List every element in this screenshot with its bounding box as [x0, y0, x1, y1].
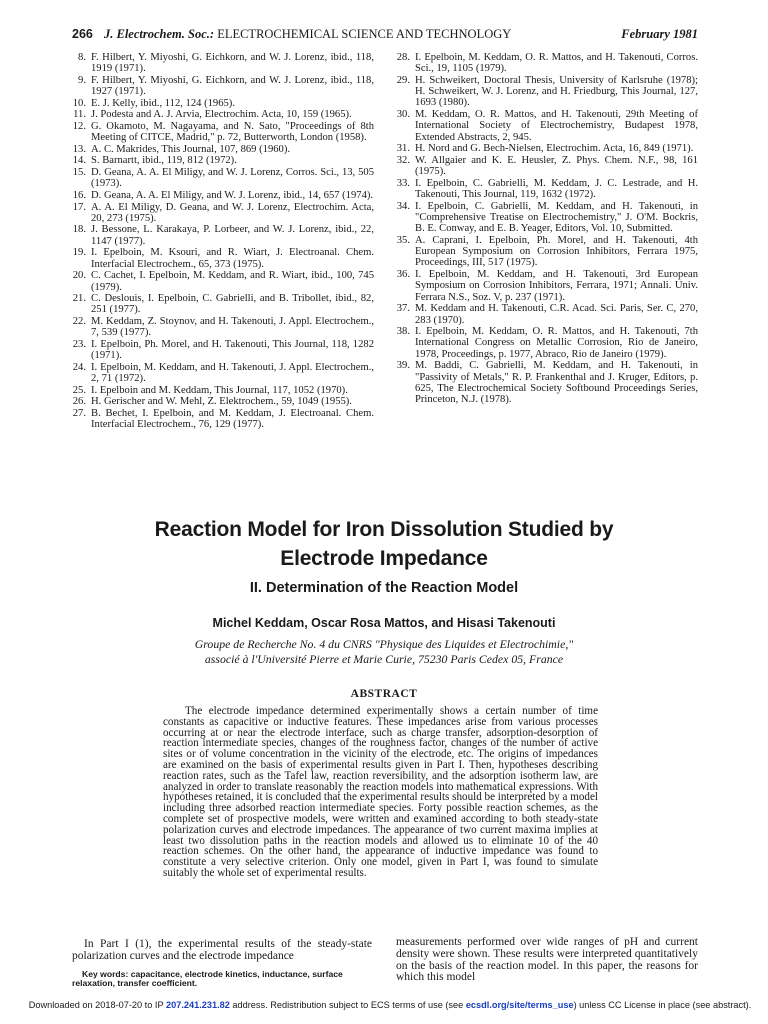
journal-section: ELECTROCHEMICAL SCIENCE AND TECHNOLOGY — [217, 27, 512, 41]
reference-text: H. Schweikert, Doctoral Thesis, University of Karlsruhe (1978); H. Schweikert, W. J. Lorenz, and H. Friedburg, This Journal, 127, 1693 (1980). — [415, 74, 698, 109]
reference-item — [390, 52, 698, 75]
running-head — [104, 27, 511, 42]
reference-text: H. Gerischer and W. Mehl, Z. Elektrochem., 59, 1049 (1955). — [91, 396, 352, 408]
download-footer — [20, 1000, 760, 1010]
reference-item — [390, 178, 698, 201]
reference-number: 31. — [396, 143, 410, 155]
article-title-line2: Electrode Impedance — [280, 547, 488, 570]
reference-number: 20. — [72, 270, 86, 282]
reference-text: M. Keddam, Z. Stoynov, and H. Takenouti, J. Appl. Electrochem., 7, 539 (1977). — [91, 315, 374, 339]
reference-text: I. Epelboin, C. Gabrielli, M. Keddam, and H. Takenouti, in "Comprehensive Treatise on Electrochemistry," J. O'M. Bockris, B. E. Conway, and E. B. Yeager, Editors, Vol. 10, Submitted. — [415, 200, 698, 235]
reference-number: 35. — [396, 234, 410, 246]
reference-number: 19. — [72, 247, 86, 259]
reference-number: 27. — [72, 407, 86, 419]
reference-item — [390, 143, 698, 154]
article-title-line1: Reaction Model for Iron Dissolution Studied by — [154, 518, 614, 541]
body-text-right: measurements performed over wide ranges of pH and current density were shown. These results were interpreted quantitatively on the basis of the reaction model. In this paper, the reasons for which this model — [396, 936, 698, 984]
reference-number: 30. — [396, 109, 410, 121]
reference-text: A. C. Makrides, This Journal, 107, 869 (1960). — [91, 143, 291, 155]
abstract-text: The electrode impedance determined experimentally shows a certain number of time constants as capacitive or inductive features. These impedances arise from various processes occurring at or near the electrode interface, such as charge transfer, adsorption-desorption of reaction intermediate species, changes of the roughness factor, changes of the number of active sites or of volume concentration in the vicinity of the electrode, etc. The origins of impedances are examined on the basis of experimental results given in Part I. Then, hypotheses describing reaction rates, such as the Tafel law, reaction reversibility, and the adsorption isotherm law, are analyzed in order to translate reasonably the reaction models into mathematical expressions. With hypotheses retained, it is concluded that the experimental results should be interpreted by a model including three adsorbed reaction intermediate species. Forty possible reaction schemes, as the complete set of prospective models, were written and examined according to both steady-state polarization curves and electrode impedances. The appearance of two current maxima implies at least two dissolution paths in the reaction models and allowed us to eliminate 10 of the 40 reaction schemes. On the other hand, the appearance of inductive impedance was found to constitute a very selective criterion. Only one model, given in Part I, was found to simulate suitably the whole set of experimental results. — [163, 705, 598, 879]
reference-number: 34. — [396, 200, 410, 212]
reference-text: F. Hilbert, Y. Miyoshi, G. Eichkorn, and W. J. Lorenz, ibid., 118, 1919 (1971). — [91, 52, 374, 75]
reference-text: M. Keddam, O. R. Mattos, and H. Takenouti, 29th Meeting of International Society of Electrochemistry, Budapest 1978, Extended Abstracts, 2, 945. — [415, 109, 698, 143]
reference-text: I. Epelboin, C. Gabrielli, M. Keddam, J. C. Lestrade, and H. Takenouti, This Journal, 119, 1632 (1972). — [415, 177, 698, 201]
article-subtitle: II. Determination of the Reaction Model — [249, 580, 519, 596]
reference-number: 37. — [396, 303, 410, 315]
reference-text: D. Geana, A. A. El Miligy, and W. J. Lorenz, Corros. Sci., 13, 505 (1973). — [91, 167, 374, 190]
reference-text: I. Epelboin, Ph. Morel, and H. Takenouti, This Journal, 118, 1282 (1971). — [91, 338, 374, 362]
reference-text: M. Baddi, C. Gabrielli, M. Keddam, and H. Takenouti, in "Passivity of Metals," R. P. Frankenthal and J. Kruger, Editors, p. 625, The Electrochemical Society Softbound Proceedings Series, Princeton, N.J. (1978). — [415, 360, 698, 406]
reference-item — [390, 155, 698, 178]
reference-number: 22. — [72, 315, 86, 327]
reference-text: E. J. Kelly, ibid., 112, 124 (1965). — [91, 97, 235, 109]
reference-text: F. Hilbert, Y. Miyoshi, G. Eichkorn, and W. J. Lorenz, ibid., 118, 1927 (1971). — [91, 74, 374, 98]
reference-text: I. Epelboin, M. Ksouri, and R. Wiart, J. Electroanal. Chem. Interfacial Electrochem., 65, 373 (1975). — [91, 247, 374, 270]
reference-number: 16. — [72, 189, 86, 201]
reference-text: I. Epelboin, M. Keddam, O. R. Mattos, and H. Takenouti, Corros. Sci., 19, 1105 (1979). — [415, 52, 698, 75]
reference-text: W. Allgaier and K. E. Heusler, Z. Phys. Chem. N.F., 98, 161 (1975). — [415, 154, 698, 178]
reference-item — [66, 293, 374, 316]
references-right-column — [390, 52, 698, 406]
page-number: 266 — [72, 27, 93, 41]
reference-item — [66, 396, 374, 407]
reference-number: 38. — [396, 326, 410, 338]
reference-item — [390, 235, 698, 269]
affiliation-line1: Groupe de Recherche No. 4 du CNRS "Physique des Liquides et Electrochimie," — [194, 637, 574, 651]
reference-text: I. Epelboin, M. Keddam, and H. Takenouti, J. Appl. Electrochem., 2, 71 (1972). — [91, 361, 374, 385]
reference-item — [66, 121, 374, 144]
reference-text: C. Deslouis, I. Epelboin, C. Gabrielli, and B. Tribollet, ibid., 82, 251 (1977). — [91, 293, 374, 316]
issue-date: February 1981 — [621, 27, 698, 41]
reference-item — [66, 144, 374, 155]
reference-item — [390, 75, 698, 109]
reference-item — [66, 167, 374, 190]
reference-text: I. Epelboin, M. Keddam, O. R. Mattos, and H. Takenouti, 7th International Congress on Metallic Corrosion, Rio de Janeiro, 1978, Proceedings, p. 1977, Abraco, Rio de Janeiro (1979). — [415, 326, 698, 360]
page-header — [72, 27, 698, 43]
footer-prefix: Downloaded on 2018-07-20 to IP — [28, 1000, 164, 1010]
keywords: Key words: capacitance, electrode kinetics, inductance, surface relaxation, transfer coefficient. — [72, 969, 343, 989]
reference-text: A. A. El Miligy, D. Geana, and W. J. Lorenz, Electrochim. Acta, 20, 273 (1975). — [91, 201, 374, 224]
reference-number: 14. — [72, 155, 86, 167]
reference-text: J. Bessone, L. Karakaya, P. Lorbeer, and W. J. Lorenz, ibid., 22, 1147 (1977). — [91, 224, 374, 247]
reference-text: G. Okamoto, M. Nagayama, and N. Sato, "Proceedings of 8th Meeting of CITCE, Madrid," p. 72, Butterworth, London (1958). — [91, 120, 374, 144]
reference-number: 18. — [72, 224, 86, 236]
reference-number: 21. — [72, 293, 86, 305]
journal-abbrev: J. Electrochem. Soc.: — [104, 27, 215, 41]
reference-number: 23. — [72, 338, 86, 350]
reference-number: 25. — [72, 384, 86, 396]
reference-item — [66, 109, 374, 120]
reference-number: 17. — [72, 201, 86, 213]
reference-number: 15. — [72, 167, 86, 179]
reference-number: 11. — [73, 109, 86, 121]
reference-text: S. Barnartt, ibid., 119, 812 (1972). — [91, 155, 237, 167]
affiliation-line2: associé à l'Université Pierre et Marie Curie, 75230 Paris Cedex 05, France — [204, 652, 564, 666]
reference-number: 9. — [78, 74, 86, 86]
reference-text: C. Cachet, I. Epelboin, M. Keddam, and R. Wiart, ibid., 100, 745 (1979). — [91, 270, 374, 293]
reference-text: D. Geana, A. A. El Miligy, and W. J. Lorenz, ibid., 14, 657 (1974). — [91, 189, 374, 201]
reference-item — [66, 270, 374, 293]
reference-item — [66, 362, 374, 385]
reference-item — [390, 360, 698, 405]
reference-item — [66, 52, 374, 75]
reference-item — [66, 316, 374, 339]
terms-link[interactable]: ecsdl.org/site/terms_use — [465, 1000, 574, 1010]
footer-ip: 207.241.231.82 — [165, 1000, 230, 1010]
reference-number: 29. — [396, 74, 410, 86]
reference-item — [66, 339, 374, 362]
reference-number: 13. — [72, 143, 86, 155]
footer-suffix: ) unless CC License in place (see abstract). — [573, 1000, 752, 1010]
reference-item — [66, 247, 374, 270]
reference-item — [66, 155, 374, 166]
reference-item — [66, 98, 374, 109]
reference-item — [390, 201, 698, 235]
reference-number: 26. — [72, 396, 86, 408]
reference-item — [66, 202, 374, 225]
reference-text: A. Caprani, I. Epelboin, Ph. Morel, and H. Takenouti, 4th European Symposium on Corrosion Inhibitors, Ferrara 1975, Proceedings, III, 517 (1975). — [415, 234, 698, 269]
reference-text: M. Keddam and H. Takenouti, C.R. Acad. Sci. Paris, Ser. C, 270, 283 (1970). — [415, 303, 698, 326]
body-text-left: In Part I (1), the experimental results of the steady-state polarization curves and the electrode impedance — [72, 938, 372, 962]
reference-item — [390, 269, 698, 303]
reference-item — [390, 303, 698, 326]
reference-item — [66, 190, 374, 201]
reference-number: 24. — [72, 361, 86, 373]
references-left-column — [66, 52, 374, 431]
affiliation — [60, 637, 708, 667]
reference-text: I. Epelboin, M. Keddam, and H. Takenouti, 3rd European Symposium on Corrosion Inhibitors, Ferrara, 1971; Annali. Univ. Ferrara N.S., Soz. V, p. 237 (1971). — [415, 269, 698, 303]
reference-number: 8. — [78, 52, 86, 63]
reference-number: 32. — [396, 154, 410, 166]
reference-item — [66, 408, 374, 431]
reference-number: 10. — [72, 97, 86, 109]
reference-item — [390, 326, 698, 360]
reference-text: I. Epelboin and M. Keddam, This Journal, 117, 1052 (1970). — [91, 384, 348, 396]
reference-number: 36. — [396, 269, 410, 281]
abstract-heading: ABSTRACT — [350, 688, 418, 700]
reference-item — [66, 385, 374, 396]
reference-text: H. Nord and G. Bech-Nielsen, Electrochim. Acta, 16, 849 (1971). — [415, 143, 694, 155]
reference-text: B. Bechet, I. Epelboin, and M. Keddam, J. Electroanal. Chem. Interfacial Electrochem., 76, 129 (1977). — [91, 407, 374, 431]
reference-number: 12. — [72, 120, 86, 132]
authors: Michel Keddam, Oscar Rosa Mattos, and Hisasi Takenouti — [212, 616, 556, 630]
reference-item — [390, 109, 698, 143]
reference-text: J. Podesta and A. J. Arvia, Electrochim. Acta, 10, 159 (1965). — [91, 109, 352, 121]
reference-item — [66, 224, 374, 247]
reference-number: 28. — [396, 52, 410, 63]
reference-number: 39. — [396, 360, 410, 372]
reference-item — [66, 75, 374, 98]
footer-middle: address. Redistribution subject to ECS terms of use (see — [232, 1000, 464, 1010]
reference-number: 33. — [396, 177, 410, 189]
